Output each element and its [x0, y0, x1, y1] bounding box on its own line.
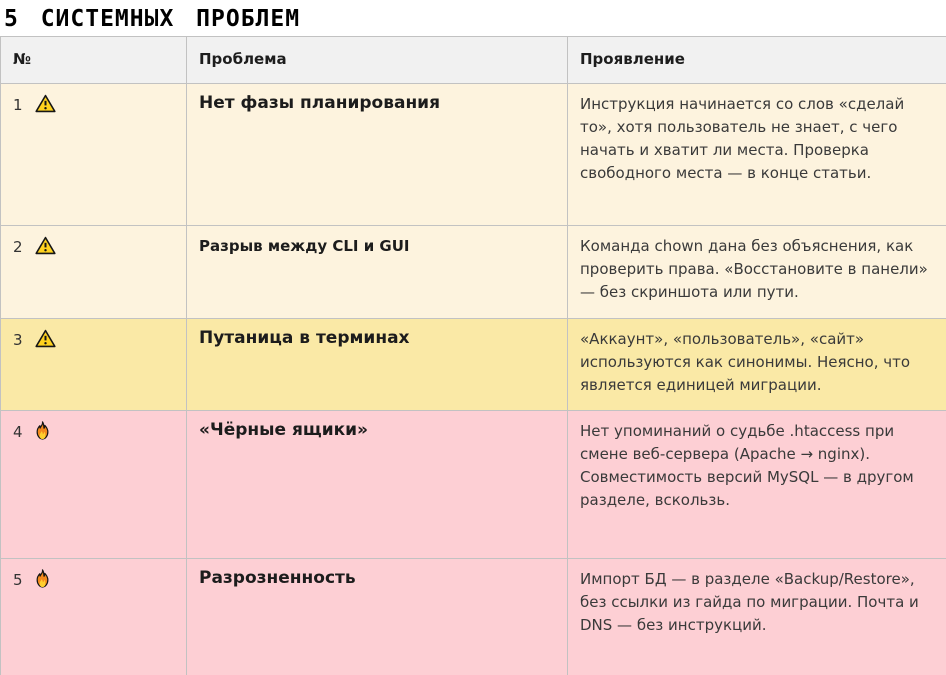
problem-title: Разрыв между CLI и GUI: [187, 226, 568, 319]
warning-icon: [35, 236, 56, 255]
manifestation-text: Инструкция начинается со слов «сделай то», хотя пользователь не знает, с чего начать и хватит ли места. Проверка свободного места — в конце статьи.: [568, 84, 946, 226]
problem-title: Разрозненность: [187, 559, 568, 675]
manifestation-text: Нет упоминаний о судьбе .htaccess при смене веб-сервера (Apache → nginx). Совместимость версий MySQL — в другом разделе, вскользь.: [568, 411, 946, 559]
row-number-cell: [1, 411, 187, 559]
fire-icon: [35, 421, 50, 440]
table-row: [1, 411, 946, 559]
problem-title: Нет фазы планирования: [187, 84, 568, 226]
table-row: [1, 319, 946, 411]
table-row: [1, 226, 946, 319]
fire-icon: [35, 569, 50, 588]
row-number-cell: [1, 84, 187, 226]
row-number: 2: [13, 238, 23, 256]
problem-title: Путаница в терминах: [187, 319, 568, 411]
row-number: 5: [13, 571, 23, 589]
warning-icon: [35, 94, 56, 113]
row-number-cell: [1, 319, 187, 411]
manifestation-text: «Аккаунт», «пользователь», «сайт» используются как синонимы. Неясно, что является единицей миграции.: [568, 319, 946, 411]
row-number-cell: [1, 559, 187, 675]
row-number: 4: [13, 423, 23, 441]
row-number: 1: [13, 96, 23, 114]
manifestation-text: Команда chown дана без объяснения, как проверить права. «Восстановите в панели» — без скриншота или пути.: [568, 226, 946, 319]
row-number: 3: [13, 331, 23, 349]
problems-table: [0, 36, 946, 675]
manifestation-text: Импорт БД — в разделе «Backup/Restore», без ссылки из гайда по миграции. Почта и DNS — без инструкций.: [568, 559, 946, 675]
column-header-num: №: [1, 37, 187, 84]
row-number-cell: [1, 226, 187, 319]
table-row: [1, 559, 946, 675]
header-row: [1, 37, 946, 84]
column-header-problem: Проблема: [187, 37, 568, 84]
warning-icon: [35, 329, 56, 348]
column-header-manifestation: Проявление: [568, 37, 946, 84]
page-title: 5 СИСТЕМНЫХ ПРОБЛЕМ: [4, 6, 301, 32]
table-row: [1, 84, 946, 226]
problem-title: «Чёрные ящики»: [187, 411, 568, 559]
